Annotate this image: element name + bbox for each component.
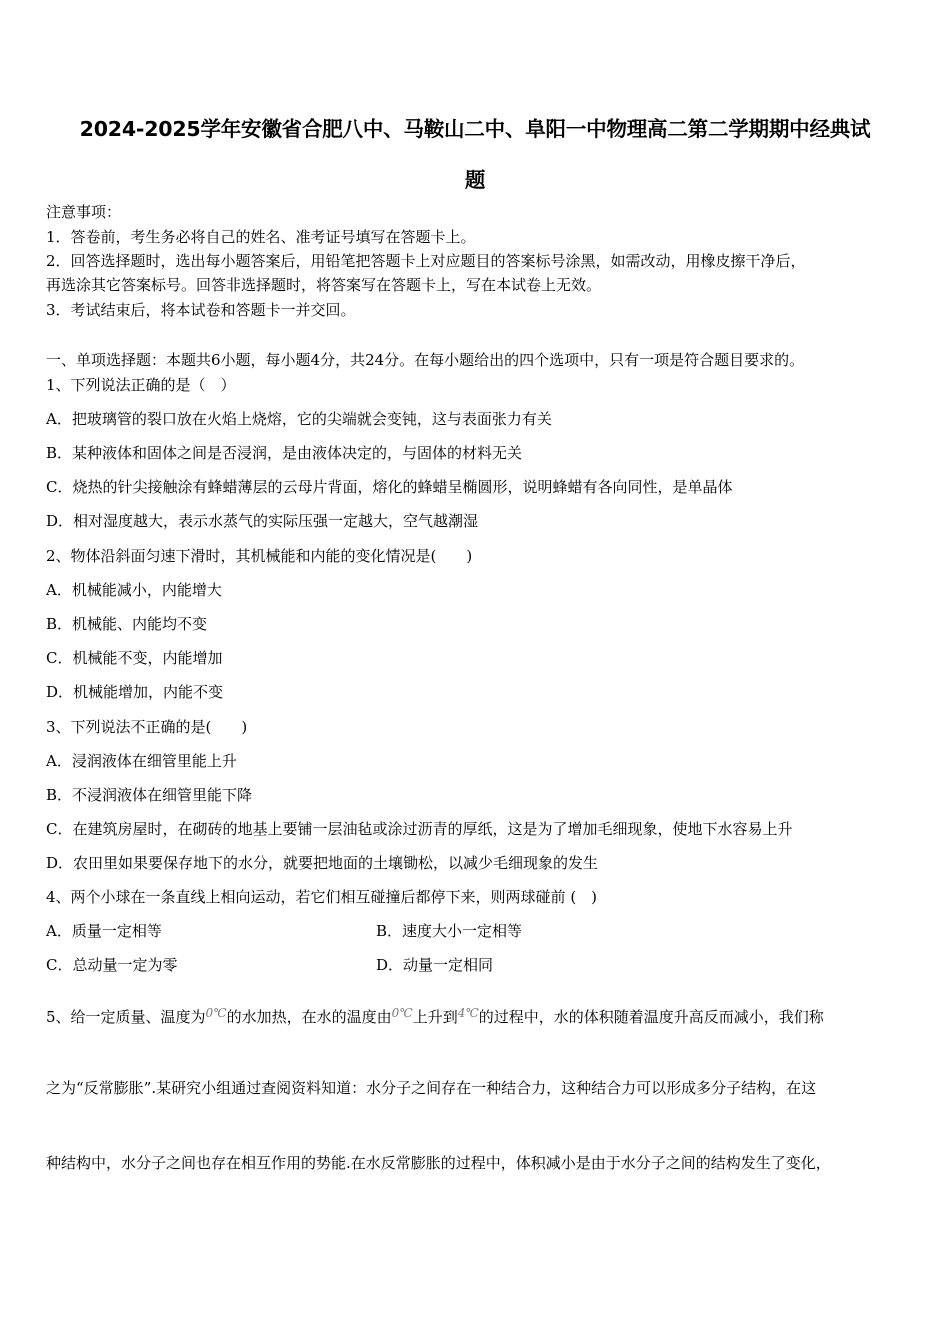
q1-option-d: D．相对湿度越大，表示水蒸气的实际压强一定越大，空气越潮湿 (46, 512, 479, 530)
q2-option-b: B．机械能、内能均不变 (46, 615, 208, 633)
q1-option-c: C．烧热的针尖接触涂有蜂蜡薄层的云母片背面，熔化的蜂蜡呈椭圆形，说明蜂蜡有各向同性，是单晶体 (46, 478, 733, 496)
exam-title-line2: 题 (464, 168, 486, 192)
q5-paragraph-line2: 之为“反常膨胀”.某研究小组通过查阅资料知道：水分子之间存在一种结合力，这种结合力可以形成多分子结构，在这 (46, 1079, 817, 1097)
notice-item-1: 1．答卷前，考生务必将自己的姓名、准考证号填写在答题卡上。 (46, 228, 476, 246)
temperature-symbol: 0℃ (391, 1006, 413, 1020)
exam-title-line1: 2024-2025学年安徽省合肥八中、马鞍山二中、阜阳一中物理高二第二学期期中经典试 (79, 117, 871, 141)
q4-stem: 4、两个小球在一条直线上相向运动，若它们相互碰撞后都停下来，则两球碰前 ( ) (46, 888, 598, 906)
q4-option-a: A．质量一定相等 (46, 922, 162, 940)
q3-option-a: A．浸润液体在细管里能上升 (46, 752, 237, 770)
q3-option-c: C．在建筑房屋时，在砌砖的地基上要铺一层油毡或涂过沥青的厚纸，这是为了增加毛细现象，使地下水容易上升 (46, 820, 793, 838)
q2-stem: 2、物体沿斜面匀速下滑时，其机械能和内能的变化情况是( ) (46, 547, 473, 565)
q2-option-d: D．机械能增加，内能不变 (46, 683, 224, 701)
q5-paragraph-line3: 种结构中，水分子之间也存在相互作用的势能.在水反常膨胀的过程中，体积减小是由于水分子之间的结构发生了变化， (46, 1154, 831, 1172)
q2-option-c: C．机械能不变，内能增加 (46, 649, 223, 667)
q4-option-b: B．速度大小一定相等 (376, 922, 523, 940)
section-1-header: 一、单项选择题：本题共6小题，每小题4分，共24分。在每小题给出的四个选项中，只有一项是符合题目要求的。 (46, 351, 805, 369)
q5-text-part-b: 的水加热，在水的温度由 (226, 1008, 392, 1026)
q1-stem: 1、下列说法正确的是（ ） (46, 376, 236, 394)
q4-option-d: D．动量一定相同 (376, 956, 494, 974)
q3-option-b: B．不浸润液体在细管里能下降 (46, 786, 253, 804)
q1-option-b: B．某种液体和固体之间是否浸润，是由液体决定的，与固体的材料无关 (46, 444, 523, 462)
notice-item-3: 3．考试结束后，将本试卷和答题卡一并交回。 (46, 301, 356, 319)
q3-option-d: D．农田里如果要保存地下的水分，就要把地面的土壤锄松，以减少毛细现象的发生 (46, 854, 599, 872)
notice-item-2b: 再选涂其它答案标号。回答非选择题时，将答案写在答题卡上，写在本试卷上无效。 (46, 276, 602, 294)
q5-text-part-d: 的过程中，水的体积随着温度升高反而减小，我们称 (478, 1008, 824, 1026)
notice-item-2a: 2．回答选择题时，选出每小题答案后，用铅笔把答题卡上对应题目的答案标号涂黑，如需改动，用橡皮擦干净后， (46, 252, 806, 270)
q2-option-a: A．机械能减小，内能增大 (46, 581, 222, 599)
temperature-symbol: 0℃ (205, 1006, 227, 1020)
q1-option-a: A．把玻璃管的裂口放在火焰上烧熔，它的尖端就会变钝，这与表面张力有关 (46, 410, 552, 428)
q5-text-part-a: 5、给一定质量、温度为 (46, 1008, 206, 1026)
temperature-symbol: 4℃ (457, 1006, 479, 1020)
q3-stem: 3、下列说法不正确的是( ) (46, 718, 248, 736)
notice-heading: 注意事项： (46, 203, 122, 221)
q4-option-c: C．总动量一定为零 (46, 956, 178, 974)
q5-text-part-c: 上升到 (412, 1008, 458, 1026)
q5-paragraph-line1 (46, 1003, 824, 1027)
